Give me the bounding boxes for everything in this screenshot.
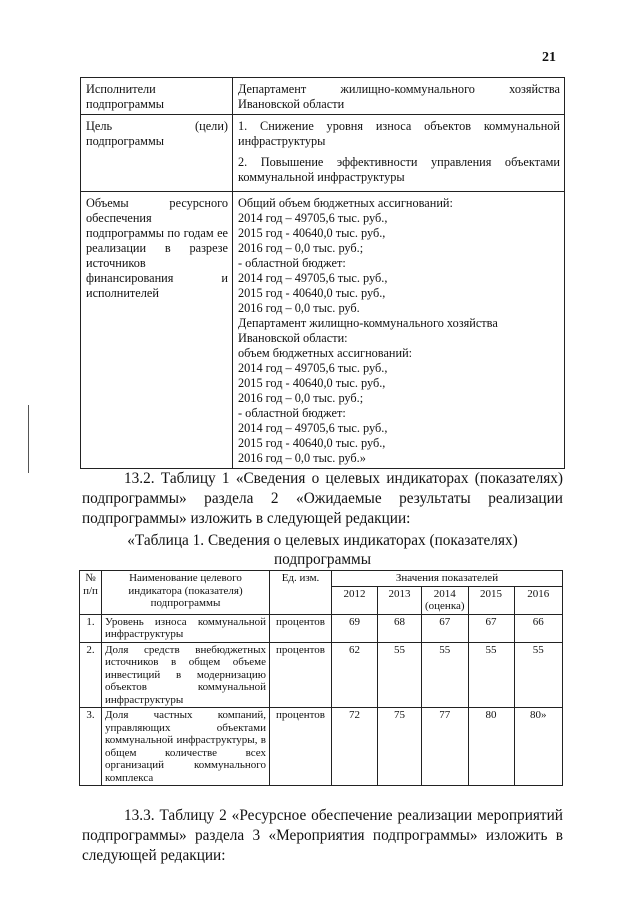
row-value: 55	[468, 642, 514, 708]
table-row	[80, 642, 563, 708]
row-num: 2.	[80, 642, 102, 708]
row-value: 55	[422, 642, 469, 708]
table-row	[80, 614, 563, 642]
year-header: 2013	[378, 586, 422, 614]
row-value: 67	[422, 614, 469, 642]
header-name: Наименование целевого индикатора (показателя) подпрограммы	[102, 571, 270, 615]
indicators-table	[79, 570, 563, 786]
row-name: Уровень износа коммунальной инфраструктуры	[102, 614, 270, 642]
header-num: № п/п	[80, 571, 102, 615]
passport-row	[81, 192, 565, 469]
year-header: 2015	[468, 586, 514, 614]
paragraph-13-3: 13.3. Таблицу 2 «Ресурсное обеспечение реализации мероприятий подпрограммы» раздела 3 «Мероприятия подпрограммы» изложить в следующей редакции:	[82, 807, 563, 864]
row-unit: процентов	[270, 708, 332, 786]
row-unit: процентов	[270, 614, 332, 642]
row-value: 69	[332, 614, 378, 642]
header-row	[80, 571, 563, 587]
header-unit: Ед. изм.	[270, 571, 332, 615]
passport-row	[81, 78, 565, 115]
year-header: 2016	[514, 586, 562, 614]
row-value: 72	[332, 708, 378, 786]
page-number: 21	[542, 50, 556, 65]
row-unit: процентов	[270, 642, 332, 708]
passport-label: Исполнители подпрограммы	[81, 78, 233, 115]
row-value: 67	[468, 614, 514, 642]
row-value: 77	[422, 708, 469, 786]
margin-mark	[28, 405, 29, 473]
row-value: 75	[378, 708, 422, 786]
year-header: 2012	[332, 586, 378, 614]
passport-row	[81, 115, 565, 192]
header-values: Значения показателей	[332, 571, 563, 587]
row-num: 1.	[80, 614, 102, 642]
paragraph-13-2: 13.2. Таблицу 1 «Сведения о целевых индикаторах (показателях) подпрограммы» раздела 2 «Ожидаемые результаты реализации подпрограммы» изложить в следующей редакции:	[82, 470, 563, 527]
row-value: 80»	[514, 708, 562, 786]
row-value: 68	[378, 614, 422, 642]
passport-content: Департамент жилищно-коммунального хозяйства Ивановской области	[233, 78, 565, 115]
row-name: Доля частных компаний, управляющих объектами коммунальной инфраструктуры, в общем количестве всех организаций коммунального комплекса	[102, 708, 270, 786]
passport-table	[80, 77, 565, 469]
row-value: 66	[514, 614, 562, 642]
passport-content: 1. Снижение уровня износа объектов коммунальной инфраструктуры 2. Повышение эффективности управления объектами коммунальной инфраструктуры	[233, 115, 565, 192]
row-value: 55	[514, 642, 562, 708]
passport-content: Общий объем бюджетных ассигнований: 2014 год – 49705,6 тыс. руб., 2015 год - 40640,0 тыс. руб., 2016 год – 0,0 тыс. руб.; - областной бюджет: 2014 год – 49705,6 тыс. руб., 2015 год - 40640,0 тыс. руб., 2016 год – 0,0 тыс. руб. Департамент жилищно-коммунального хозяйства Ивановской области: объем бюджетных ассигнований: 2014 год – 49705,6 тыс. руб., 2015 год - 40640,0 тыс. руб., 2016 год – 0,0 тыс. руб.; - областной бюджет: 2014 год – 49705,6 тыс. руб., 2015 год - 40640,0 тыс. руб., 2016 год – 0,0 тыс. руб.»	[233, 192, 565, 469]
row-name: Доля средств внебюджетных источников в общем объеме инвестиций в модернизацию объектов коммунальной инфраструктуры	[102, 642, 270, 708]
row-value: 80	[468, 708, 514, 786]
passport-label: Цель (цели) подпрограммы	[81, 115, 233, 192]
row-num: 3.	[80, 708, 102, 786]
year-header: 2014 (оценка)	[422, 586, 469, 614]
passport-label: Объемы ресурсного обеспечения подпрограммы по годам ее реализации в разрезе источников финансирования и исполнителей	[81, 192, 233, 469]
row-value: 62	[332, 642, 378, 708]
row-value: 55	[378, 642, 422, 708]
table1-caption: «Таблица 1. Сведения о целевых индикаторах (показателях) подпрограммы	[127, 532, 518, 568]
table-row	[80, 708, 563, 786]
